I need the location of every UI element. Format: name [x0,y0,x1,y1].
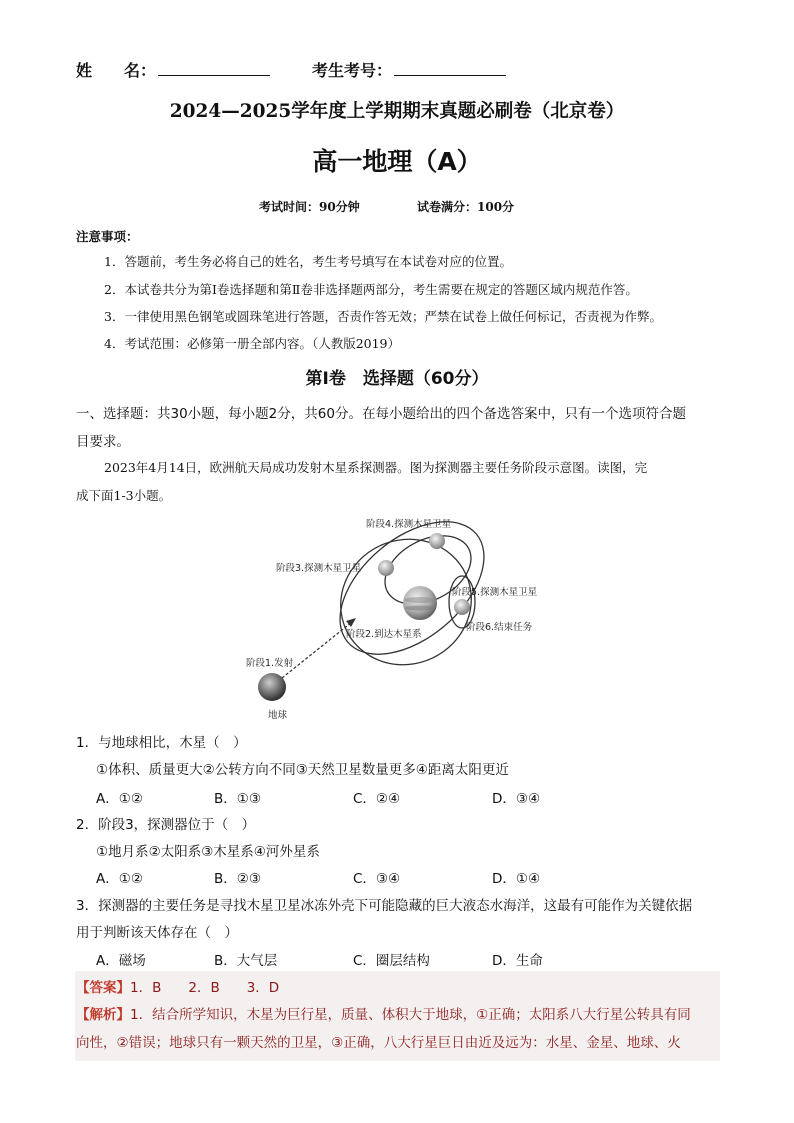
q1-option-d[interactable]: D．③④ [492,791,541,807]
full-score: 试卷满分：100分 [417,200,515,214]
label-stage5: 阶段5.探测木星卫星 [452,587,538,598]
question-3-stem-cont: 用于判断该天体存在（ ） [76,925,238,941]
label-stage3: 阶段3.探测木星卫星 [276,563,362,574]
question-3-stem: 3．探测器的主要任务是寻找木星卫星冰冻外壳下可能隐藏的巨大液态水海洋，这最有可能作为关键依据 [76,898,693,914]
section-title: 第Ⅰ卷 选择题（60分） [305,369,489,389]
jupiter-band [405,606,435,611]
moon-stage3 [378,560,394,576]
name-field [76,58,270,81]
q1-option-c[interactable]: C．②④ [353,791,401,807]
question-1-stem: 1．与地球相比，木星（ ） [76,735,247,751]
q3-option-a[interactable]: A．磁场 [96,953,146,969]
exam-number-blank[interactable] [394,61,506,76]
moon-stage5 [454,599,470,615]
label-stage4: 阶段4.探测木星卫星 [366,519,452,530]
earth [258,673,286,701]
label-stage6: 阶段6.结束任务 [466,622,533,633]
mission-diagram [240,510,550,725]
note-item: 2．本试卷共分为第Ⅰ卷选择题和第Ⅱ卷非选择题两部分，考生需要在规定的答题区域内规范作答。 [104,282,638,297]
note-item: 3．一律使用黑色钢笔或圆珠笔进行答题，否责作答无效；严禁在试卷上做任何标记，否责视为作弊。 [104,309,662,324]
question-2-stem: 2．阶段3，探测器位于（ ） [76,817,256,833]
label-earth: 地球 [268,710,288,721]
notes-heading: 注意事项： [76,229,139,244]
exam-time: 考试时间：90分钟 [259,200,360,214]
analysis-text: 1．结合所学知识，木星为巨行星，质量、体积大于地球，①正确；太阳系八大行星公转具有同 [130,1007,691,1023]
q3-option-d[interactable]: D．生命 [492,953,543,969]
note-item: 4．考试范围：必修第一册全部内容。（人教版2019） [104,336,401,351]
section-intro-cont: 目要求。 [76,434,130,450]
label-stage2: 阶段2.到达木星系 [346,629,422,640]
analysis-line [76,1003,691,1023]
q3-option-c[interactable]: C．圈层结构 [353,953,430,969]
answer-line [76,976,279,996]
q2-option-c[interactable]: C．③④ [353,871,401,887]
analysis-line-cont: 向性，②错误；地球只有一颗天然的卫星，③正确，八大行星巨日由近及远为：水星、金星、地球、火 [76,1035,681,1051]
q1-option-a[interactable]: A．①② [96,791,143,807]
name-label: 姓 名： [76,61,157,80]
question-2-statements: ①地月系②太阳系③木星系④河外星系 [96,844,320,860]
question-1-statements: ①体积、质量更大②公转方向不同③天然卫星数量更多④距离太阳更近 [96,762,509,778]
section-intro: 一、选择题：共30小题，每小题2分，共60分。在每小题给出的四个备选答案中，只有一个选项符合题 [76,406,686,422]
label-stage1: 阶段1.发射 [246,658,294,669]
q3-option-b[interactable]: B．大气层 [214,953,278,969]
passage-cont: 成下面1-3小题。 [76,488,172,503]
passage: 2023年4月14日，欧洲航天局成功发射木星系探测器。图为探测器主要任务阶段示意图。读图，完 [104,460,648,475]
moon-stage4 [429,533,445,549]
q1-option-b[interactable]: B．①③ [214,791,261,807]
exam-number-field [312,58,506,81]
mission-diagram-svg [240,510,550,725]
q2-option-a[interactable]: A．①② [96,871,143,887]
answer-label: 【答案】 [76,980,130,996]
analysis-label: 【解析】 [76,1007,130,1023]
jupiter-band [404,597,436,603]
exam-number-label: 考生考号： [312,61,393,80]
q2-option-b[interactable]: B．②③ [214,871,261,887]
name-blank[interactable] [158,61,270,76]
answer-text: 1．B 2．B 3．D [130,980,280,996]
exam-title: 2024—2025学年度上学期期末真题必刷卷（北京卷） [169,101,625,122]
note-item: 1．答题前，考生务必将自己的姓名，考生考号填写在本试卷对应的位置。 [104,254,512,269]
launch-trajectory [282,622,352,678]
subject-title: 高一地理（A） [312,147,482,176]
q2-option-d[interactable]: D．①④ [492,871,541,887]
